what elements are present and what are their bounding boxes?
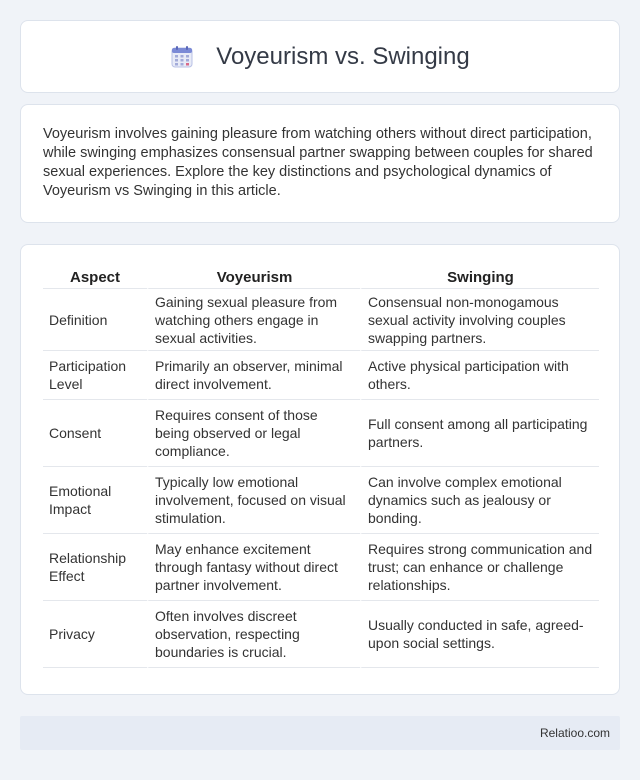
- cell-voyeurism: Requires consent of those being observed or legal compliance.: [147, 400, 360, 467]
- table-row: [43, 467, 599, 534]
- cell-swinging: Requires strong communication and trust; can enhance or challenge relationships.: [360, 534, 599, 601]
- header-voyeurism: Voyeurism: [147, 267, 360, 289]
- table-row: [43, 601, 599, 668]
- cell-swinging: Active physical participation with others.: [360, 351, 599, 400]
- cell-swinging: Usually conducted in safe, agreed-upon social settings.: [360, 601, 599, 668]
- table-row: [43, 351, 599, 400]
- cell-voyeurism: Often involves discreet observation, respecting boundaries is crucial.: [147, 601, 360, 668]
- title-card: [20, 20, 620, 93]
- footer-brand[interactable]: Relatioo.com: [539, 726, 610, 740]
- table-row: [43, 289, 599, 351]
- cell-aspect: Relationship Effect: [43, 534, 147, 601]
- cell-voyeurism: May enhance excitement through fantasy without direct partner involvement.: [147, 534, 360, 601]
- calendar-icon: [170, 45, 194, 69]
- table-row: [43, 400, 599, 467]
- cell-aspect: Consent: [43, 400, 147, 467]
- intro-card: [20, 104, 620, 223]
- cell-swinging: Can involve complex emotional dynamics such as jealousy or bonding.: [360, 467, 599, 534]
- cell-aspect: Definition: [43, 289, 147, 351]
- header-swinging: Swinging: [360, 267, 599, 289]
- intro-paragraph: Voyeurism involves gaining pleasure from watching others without direct participation, while swinging emphasizes consensual partner swapping between couples for shared sexual experiences. Explore the key distinctions and psychological dynamics of Voyeurism vs Swinging in this article.: [43, 126, 593, 199]
- cell-aspect: Participation Level: [43, 351, 147, 400]
- comparison-card: [20, 244, 620, 695]
- cell-voyeurism: Typically low emotional involvement, focused on visual stimulation.: [147, 467, 360, 534]
- page-title: Voyeurism vs. Swinging: [216, 42, 470, 70]
- cell-voyeurism: Gaining sexual pleasure from watching others engage in sexual activities.: [147, 289, 360, 351]
- footer: [20, 716, 620, 750]
- cell-aspect: Emotional Impact: [43, 467, 147, 534]
- header-aspect: Aspect: [43, 267, 147, 289]
- cell-swinging: Consensual non-monogamous sexual activity involving couples swapping partners.: [360, 289, 599, 351]
- cell-aspect: Privacy: [43, 601, 147, 668]
- title-wrap: [170, 43, 469, 71]
- table-header-row: [43, 267, 599, 289]
- cell-swinging: Full consent among all participating partners.: [360, 400, 599, 467]
- table-row: [43, 534, 599, 601]
- cell-voyeurism: Primarily an observer, minimal direct involvement.: [147, 351, 360, 400]
- comparison-table: [43, 267, 599, 668]
